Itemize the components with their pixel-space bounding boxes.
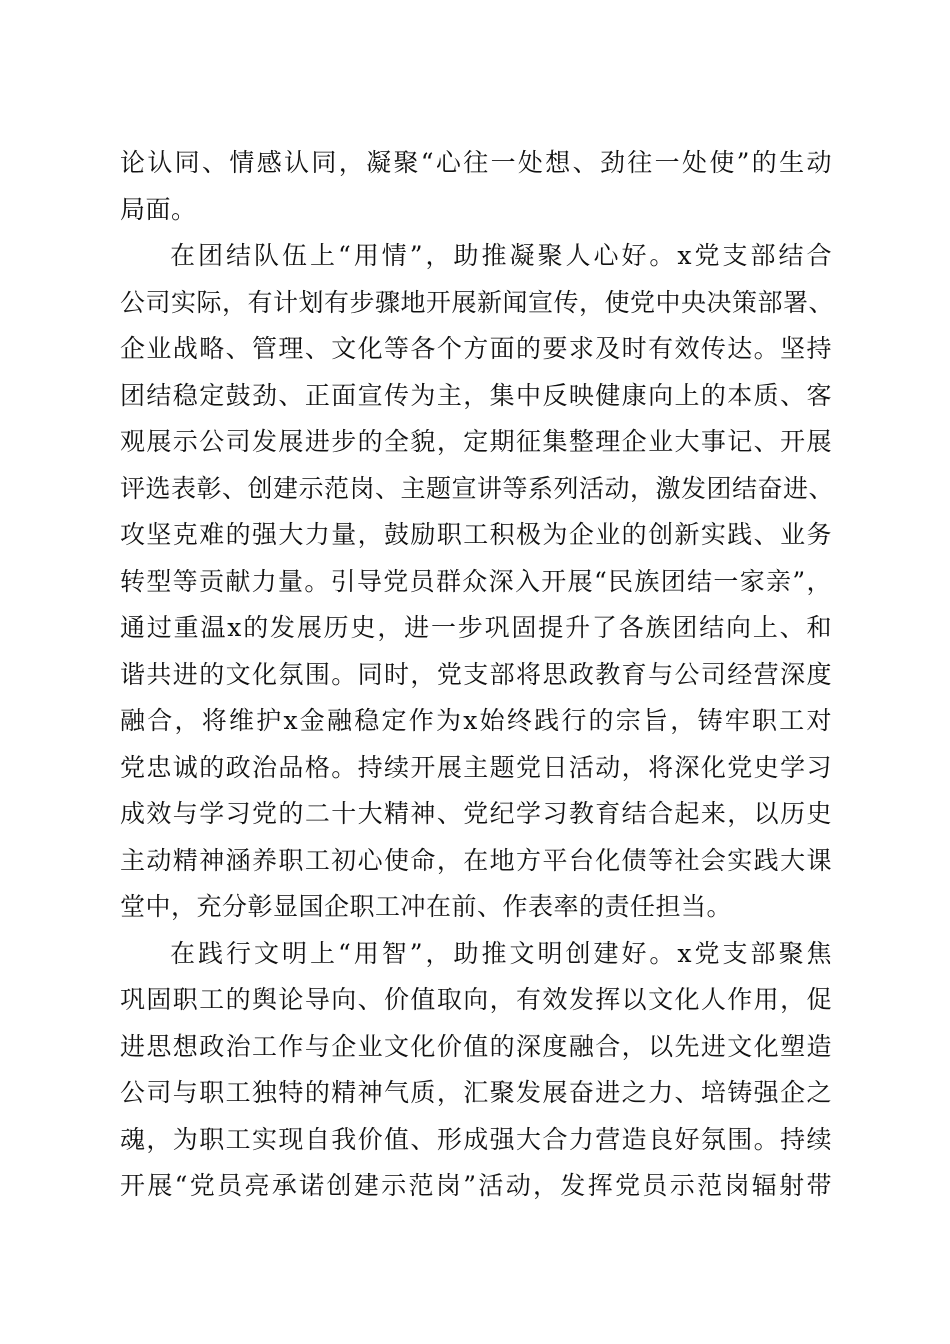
text-line: 企业战略、管理、文化等各个方面的要求及时有效传达。坚持 — [120, 334, 832, 363]
text-line: 巩固职工的舆论导向、价值取向，有效发挥以文化人作用，促 — [120, 985, 832, 1014]
text-line: 公司与职工独特的精神气质，汇聚发展奋进之力、培铸强企之 — [120, 1078, 832, 1107]
text-line: 堂中，充分彰显国企职工冲在前、作表率的责任担当。 — [120, 892, 733, 921]
document-body — [120, 140, 835, 1210]
text-line: 转型等贡献力量。引导党员群众深入开展“民族团结一家亲”， — [120, 566, 832, 596]
text-line: 通过重温x的发展历史，进一步巩固提升了各族团结向上、和 — [120, 613, 832, 642]
text-line: 观展示公司发展进步的全貌，定期征集整理企业大事记、开展 — [120, 427, 832, 456]
text-line: 谐共进的文化氛围。同时，党支部将思政教育与公司经营深度 — [120, 659, 832, 689]
paragraph-first-line: 在践行文明上“用智”，助推文明创建好。x党支部聚焦 — [170, 938, 832, 968]
text-line: 进思想政治工作与企业文化价值的深度融合，以先进文化塑造 — [120, 1031, 832, 1061]
text-line: 评选表彰、创建示范岗、主题宣讲等系列活动，激发团结奋进、 — [120, 473, 835, 503]
text-line: 攻坚克难的强大力量，鼓励职工积极为企业的创新实践、业务 — [120, 520, 832, 549]
text-line: 局面。 — [120, 194, 197, 224]
paragraph-first-line: 在团结队伍上“用情”，助推凝聚人心好。x党支部结合 — [170, 241, 832, 270]
text-line: 团结稳定鼓劲、正面宣传为主，集中反映健康向上的本质、客 — [120, 380, 832, 410]
text-line: 魂，为职工实现自我价值、形成强大合力营造良好氛围。持续 — [120, 1124, 832, 1154]
text-line: 论认同、情感认同，凝聚“心往一处想、劲往一处使”的生动 — [120, 148, 832, 177]
text-line: 党忠诚的政治品格。持续开展主题党日活动，将深化党史学习 — [120, 752, 832, 782]
text-line: 融合，将维护x金融稳定作为x始终践行的宗旨，铸牢职工对 — [120, 706, 832, 735]
text-line: 主动精神涵养职工初心使命，在地方平台化债等社会实践大课 — [120, 845, 832, 875]
text-line: 公司实际，有计划有步骤地开展新闻宣传，使党中央决策部署、 — [120, 287, 835, 317]
text-line: 开展“党员亮承诺创建示范岗”活动，发挥党员示范岗辐射带 — [120, 1171, 832, 1200]
text-line: 成效与学习党的二十大精神、党纪学习教育结合起来，以历史 — [120, 799, 832, 828]
